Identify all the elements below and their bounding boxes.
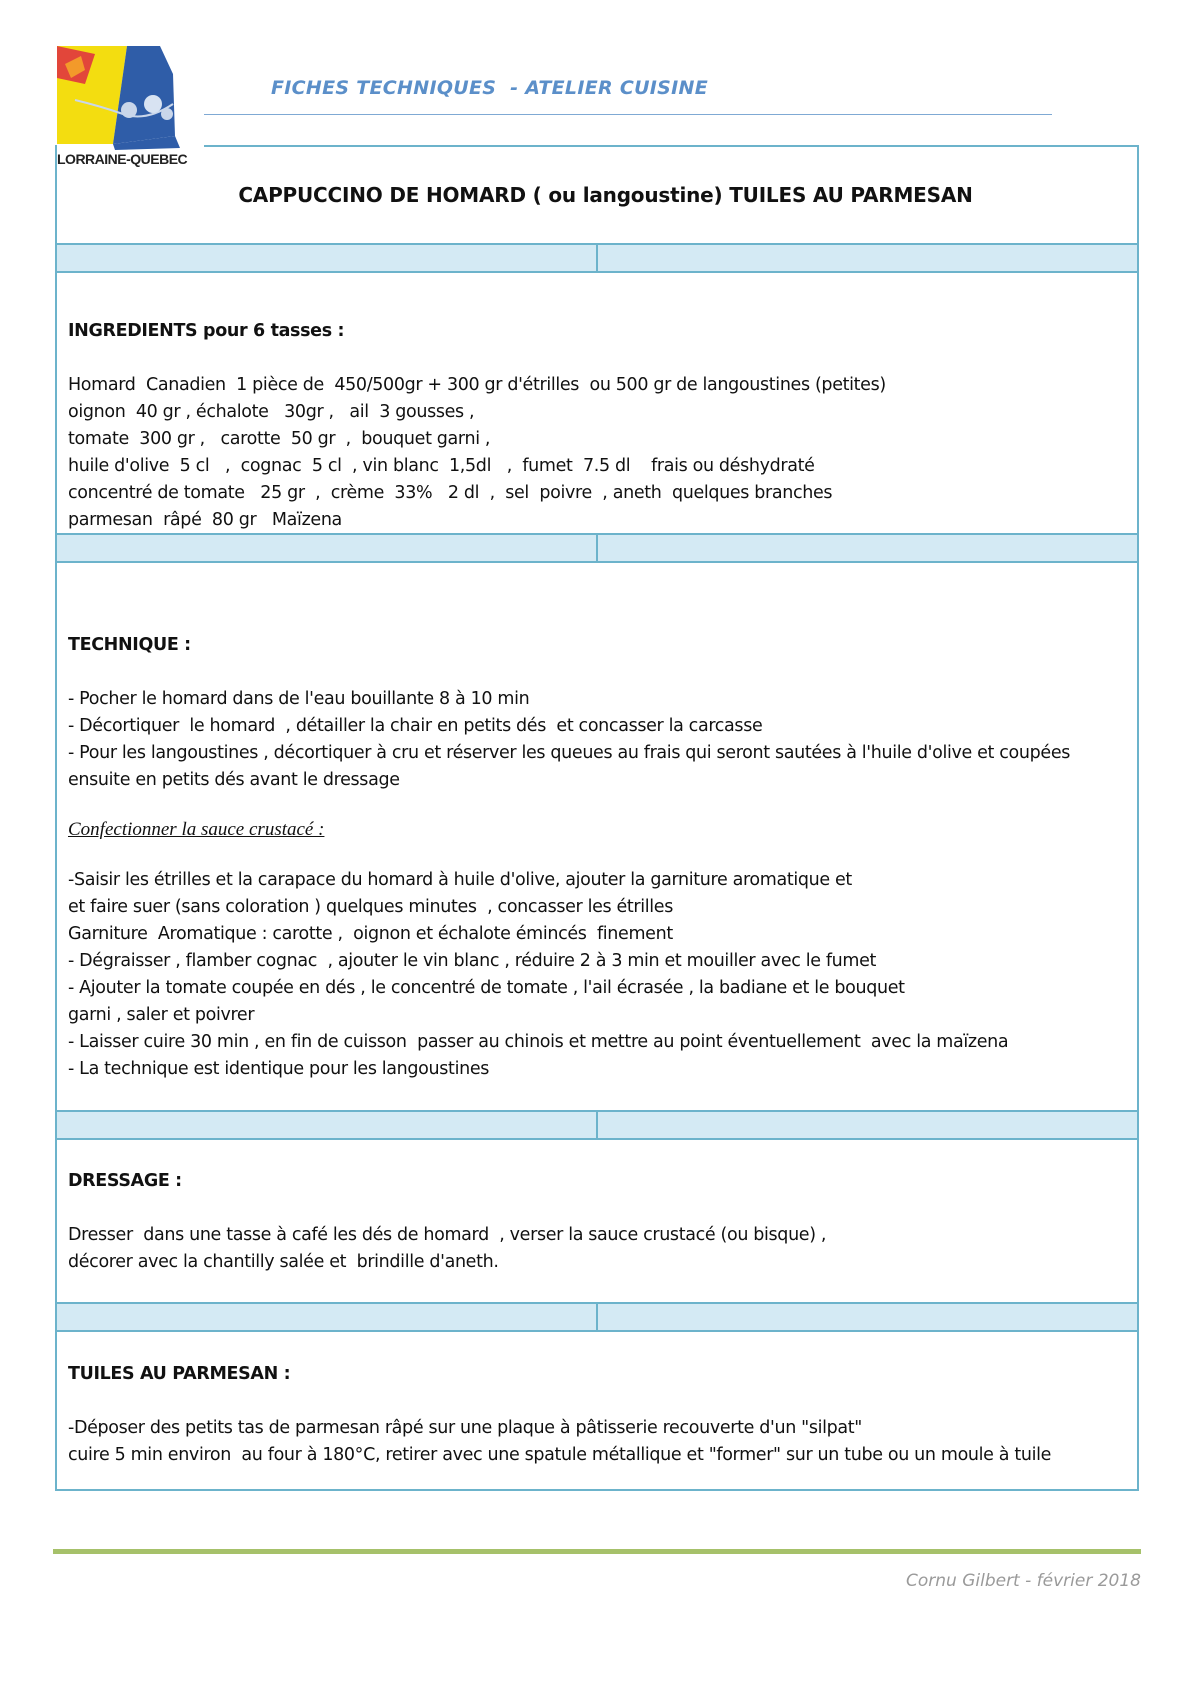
sauce-subheading: Confectionner la sauce crustacé : xyxy=(68,819,325,840)
band-split xyxy=(596,1304,598,1330)
ingredient-line: tomate 300 gr , carotte 50 gr , bouquet garni , xyxy=(68,429,491,449)
sauce-step: - La technique est identique pour les langoustines xyxy=(68,1059,490,1079)
sauce-step: Garniture Aromatique : carotte , oignon et échalote émincés finement xyxy=(68,924,673,944)
footer-rule xyxy=(53,1549,1141,1554)
sauce-step: et faire suer (sans coloration ) quelques minutes , concasser les étrilles xyxy=(68,897,673,917)
page-header-title: FICHES TECHNIQUES - ATELIER CUISINE xyxy=(271,77,709,99)
separator-band xyxy=(57,1110,1137,1140)
ingredient-line: parmesan râpé 80 gr Maïzena xyxy=(68,510,342,530)
separator-band xyxy=(57,533,1137,563)
sauce-step: - Ajouter la tomate coupée en dés , le concentré de tomate , l'ail écrasée , la badiane et le bouquet xyxy=(68,978,905,998)
sauce-step: - Dégraisser , flamber cognac , ajouter le vin blanc , réduire 2 à 3 min et mouiller avec le fumet xyxy=(68,951,877,971)
technique-section xyxy=(68,632,1128,1083)
ingredient-line: oignon 40 gr , échalote 30gr , ail 3 gousses , xyxy=(68,402,475,422)
dressage-section xyxy=(68,1168,1128,1276)
ingredients-section xyxy=(68,318,1128,534)
technique-step: - Pocher le homard dans de l'eau bouillante 8 à 10 min xyxy=(68,689,530,709)
logo-text: LORRAINE-QUEBEC xyxy=(57,151,188,167)
band-split xyxy=(596,245,598,271)
ingredient-line: huile d'olive 5 cl , cognac 5 cl , vin blanc 1,5dl , fumet 7.5 dl frais ou déshydraté xyxy=(68,456,815,476)
dressage-line: Dresser dans une tasse à café les dés de homard , verser la sauce crustacé (ou bisque) , xyxy=(68,1225,827,1245)
separator-band xyxy=(57,1302,1137,1332)
sauce-step: -Saisir les étrilles et la carapace du homard à huile d'olive, ajouter la garniture aromatique et xyxy=(68,870,852,890)
tuiles-line: -Déposer des petits tas de parmesan râpé sur une plaque à pâtisserie recouverte d'un "silpat" xyxy=(68,1418,862,1438)
footer-author: Cornu Gilbert - février 2018 xyxy=(905,1571,1141,1591)
band-split xyxy=(596,535,598,561)
tuiles-line: cuire 5 min environ au four à 180°C, retirer avec une spatule métallique et "former" sur un tube ou un moule à tuile xyxy=(68,1445,1052,1465)
technique-step: - Décortiquer le homard , détailler la chair en petits dés et concasser la carcasse xyxy=(68,716,763,736)
technique-heading: TECHNIQUE : xyxy=(68,635,191,655)
recipe-title-text: CAPPUCCINO DE HOMARD ( ou langoustine) TUILES AU PARMESAN xyxy=(238,183,973,207)
tuiles-section xyxy=(68,1361,1128,1469)
sauce-step: garni , saler et poivrer xyxy=(68,1005,255,1025)
band-split xyxy=(596,1112,598,1138)
ingredient-line: Homard Canadien 1 pièce de 450/500gr + 300 gr d'étrilles ou 500 gr de langoustines (petites) xyxy=(68,375,886,395)
dressage-heading: DRESSAGE : xyxy=(68,1171,182,1191)
dressage-line: décorer avec la chantilly salée et brindille d'aneth. xyxy=(68,1252,499,1272)
ingredient-line: concentré de tomate 25 gr , crème 33% 2 dl , sel poivre , aneth quelques branches xyxy=(68,483,833,503)
sauce-step: - Laisser cuire 30 min , en fin de cuisson passer au chinois et mettre au point éventuellement avec la maïzena xyxy=(68,1032,1009,1052)
recipe-title xyxy=(0,183,1191,207)
tuiles-heading: TUILES AU PARMESAN : xyxy=(68,1364,291,1384)
header-rule xyxy=(204,114,1052,115)
ingredients-heading: INGREDIENTS pour 6 tasses : xyxy=(68,321,345,341)
recipe-frame-top-border xyxy=(204,145,1139,147)
technique-step: - Pour les langoustines , décortiquer à cru et réserver les queues au frais qui seront sautées à l'huile d'olive et coupées ensuite en petits dés avant le dressage xyxy=(68,743,1071,790)
separator-band xyxy=(57,243,1137,273)
